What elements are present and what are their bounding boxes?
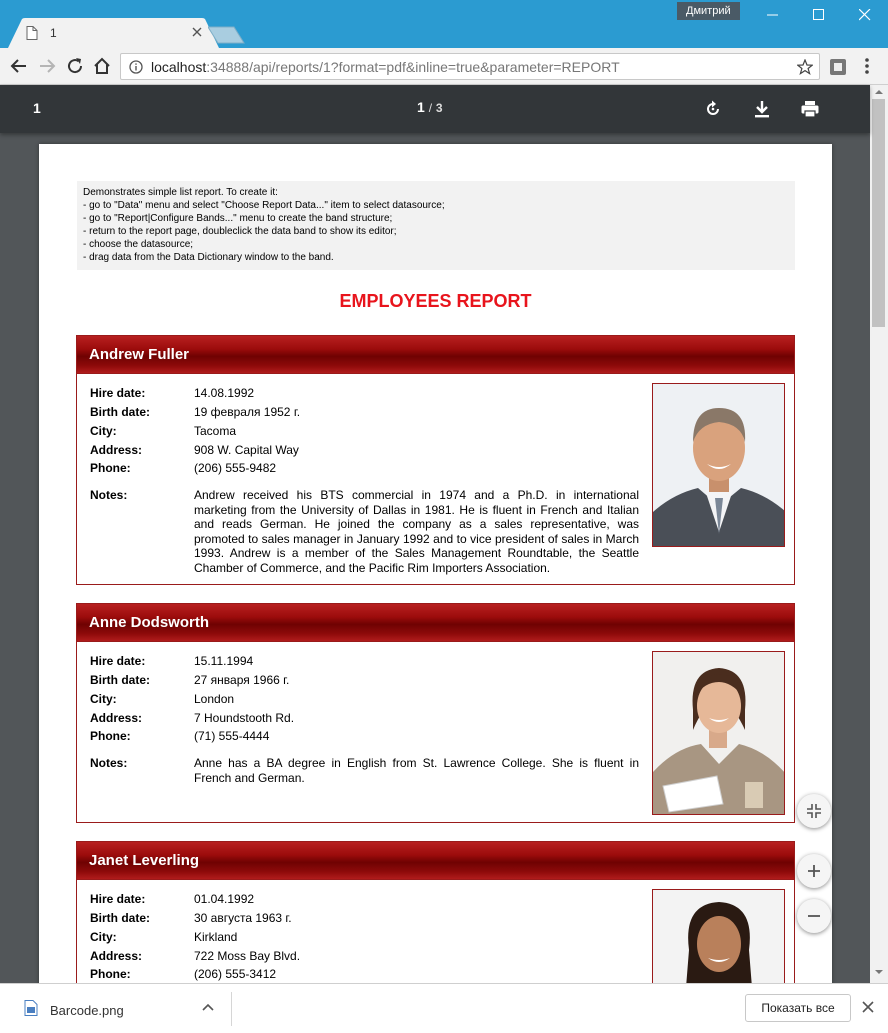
- phone-label: Phone:: [90, 461, 131, 475]
- notes-value: Anne has a BA degree in English from St. Lawrence College. She is fluent in French and German.: [194, 756, 639, 785]
- notes-label: Notes:: [90, 488, 128, 502]
- image-file-icon: [24, 1000, 38, 1016]
- birth-date-label: Birth date:: [90, 911, 150, 925]
- description-line: - drag data from the Data Dictionary window to the band.: [83, 252, 334, 263]
- scroll-down-icon[interactable]: [875, 969, 883, 975]
- download-shelf: [0, 983, 888, 1033]
- close-shelf-icon[interactable]: [862, 1001, 874, 1013]
- minimize-button[interactable]: [750, 0, 796, 30]
- fit-page-button[interactable]: [797, 794, 831, 828]
- hire-date-label: Hire date:: [90, 386, 146, 400]
- description-line: Demonstrates simple list report. To create it:: [83, 187, 278, 198]
- employee-name: Janet Leverling: [89, 852, 200, 869]
- birth-date-value: 27 января 1966 г.: [194, 673, 290, 687]
- download-icon[interactable]: [752, 99, 772, 119]
- home-icon[interactable]: [92, 56, 112, 76]
- pdf-toolbar: [0, 85, 870, 133]
- chevron-up-icon[interactable]: [202, 1003, 214, 1011]
- city-value: Kirkland: [194, 930, 238, 944]
- employee-header-band: [77, 336, 794, 374]
- phone-value: (206) 555-9482: [194, 461, 277, 475]
- print-icon[interactable]: [800, 99, 820, 119]
- birth-date-value: 30 августа 1963 г.: [194, 911, 292, 925]
- fit-to-page-icon: [806, 803, 822, 819]
- employee-photo: [652, 651, 785, 815]
- description-line: - choose the datasource;: [83, 239, 194, 250]
- address-bar[interactable]: [120, 53, 820, 80]
- address-label: Address:: [90, 711, 143, 725]
- plus-icon: [806, 863, 822, 879]
- reload-icon[interactable]: [65, 56, 85, 76]
- city-value: Tacoma: [194, 424, 237, 438]
- birth-date-value: 19 февраля 1952 г.: [194, 405, 301, 419]
- address-label: Address:: [90, 949, 143, 963]
- divider: [231, 992, 232, 1026]
- description-line: - return to the report page, doubleclick the data band to show its editor;: [83, 226, 397, 237]
- zoom-out-button[interactable]: [797, 899, 831, 933]
- hire-date-label: Hire date:: [90, 892, 146, 906]
- vertical-scrollbar[interactable]: [870, 85, 888, 983]
- city-label: City:: [90, 424, 117, 438]
- close-icon: [859, 9, 871, 21]
- employee-photo: [652, 383, 785, 547]
- show-all-button[interactable]: Показать все: [745, 994, 851, 1022]
- city-label: City:: [90, 930, 117, 944]
- new-tab-button[interactable]: [208, 26, 246, 44]
- browser-tab[interactable]: [8, 18, 218, 48]
- address-value: 7 Houndstooth Rd.: [194, 711, 295, 725]
- page-separator: /: [428, 101, 433, 115]
- tab-shape: [8, 18, 220, 48]
- browser-toolbar: [0, 48, 888, 85]
- minimize-icon: [767, 9, 779, 21]
- info-icon[interactable]: [129, 60, 143, 74]
- rotate-icon[interactable]: [703, 99, 723, 119]
- address-value: 722 Moss Bay Blvd.: [194, 949, 301, 963]
- profile-badge[interactable]: Дмитрий: [677, 2, 740, 20]
- city-value: London: [194, 692, 235, 706]
- url-text: localhost:34888/api/reports/1?format=pdf&inline=true&parameter=REPORT: [151, 59, 620, 75]
- address-value: 908 W. Capital Way: [194, 443, 299, 457]
- description-line: - go to "Report|Configure Bands..." menu to create the band structure;: [83, 213, 393, 224]
- notes-value: Andrew received his BTS commercial in 1974 and a Ph.D. in international marketing from the University of Dallas in 1981. He is fluent in French and Italian and reads German. He joined the company as a sales representative, was promoted to sales manager in January 1992 and to vice president of sales in March 1993. Andrew is a member of the Sales Management Roundtable, the Seattle Chamber of Commerce, and the Pacific Rim Importers Association.: [194, 488, 639, 575]
- tab-title: 1: [50, 26, 57, 40]
- employee-name: Andrew Fuller: [89, 346, 190, 363]
- phone-value: (206) 555-3412: [194, 967, 277, 981]
- pdf-document-title: 1: [33, 100, 41, 116]
- hire-date-value: 01.04.1992: [194, 892, 255, 906]
- document-icon: [26, 26, 38, 40]
- hire-date-value: 14.08.1992: [194, 386, 255, 400]
- hire-date-label: Hire date:: [90, 654, 146, 668]
- page-indicator: [417, 99, 443, 115]
- employee-header-band: [77, 604, 794, 642]
- menu-icon[interactable]: [864, 58, 870, 76]
- pdf-page: [39, 144, 832, 983]
- description-line: - go to "Data" menu and select "Choose Report Data..." item to select datasource;: [83, 200, 445, 211]
- phone-label: Phone:: [90, 967, 131, 981]
- address-label: Address:: [90, 443, 143, 457]
- back-icon[interactable]: [9, 56, 29, 76]
- download-item[interactable]: [14, 994, 229, 1026]
- scrollbar-thumb[interactable]: [872, 99, 885, 327]
- zoom-in-button[interactable]: [797, 854, 831, 888]
- report-description: [77, 181, 795, 270]
- title-bar: [0, 0, 888, 48]
- notes-label: Notes:: [90, 756, 128, 770]
- forward-icon[interactable]: [37, 56, 57, 76]
- city-label: City:: [90, 692, 117, 706]
- employee-name: Anne Dodsworth: [89, 614, 209, 631]
- close-window-button[interactable]: [842, 0, 888, 30]
- hire-date-value: 15.11.1994: [194, 654, 254, 668]
- total-pages: 3: [435, 101, 443, 115]
- maximize-icon: [813, 9, 825, 21]
- current-page[interactable]: 1: [417, 99, 425, 115]
- maximize-button[interactable]: [796, 0, 842, 30]
- birth-date-label: Birth date:: [90, 405, 150, 419]
- tab-close-icon[interactable]: [192, 27, 202, 37]
- report-title: EMPLOYEES REPORT: [339, 291, 532, 311]
- extension-icon[interactable]: [829, 58, 847, 76]
- pdf-viewport[interactable]: [0, 85, 870, 983]
- employee-card: [76, 335, 795, 585]
- employee-photo: [652, 889, 785, 983]
- minus-icon: [806, 908, 822, 924]
- download-file-name: Barcode.png: [50, 1003, 124, 1018]
- phone-label: Phone:: [90, 729, 131, 743]
- scroll-up-icon[interactable]: [875, 89, 883, 95]
- employee-header-band: [77, 842, 794, 880]
- bookmark-star-icon[interactable]: [797, 59, 813, 75]
- employee-card: [76, 603, 795, 823]
- birth-date-label: Birth date:: [90, 673, 150, 687]
- phone-value: (71) 555-4444: [194, 729, 270, 743]
- employee-card: [76, 841, 795, 983]
